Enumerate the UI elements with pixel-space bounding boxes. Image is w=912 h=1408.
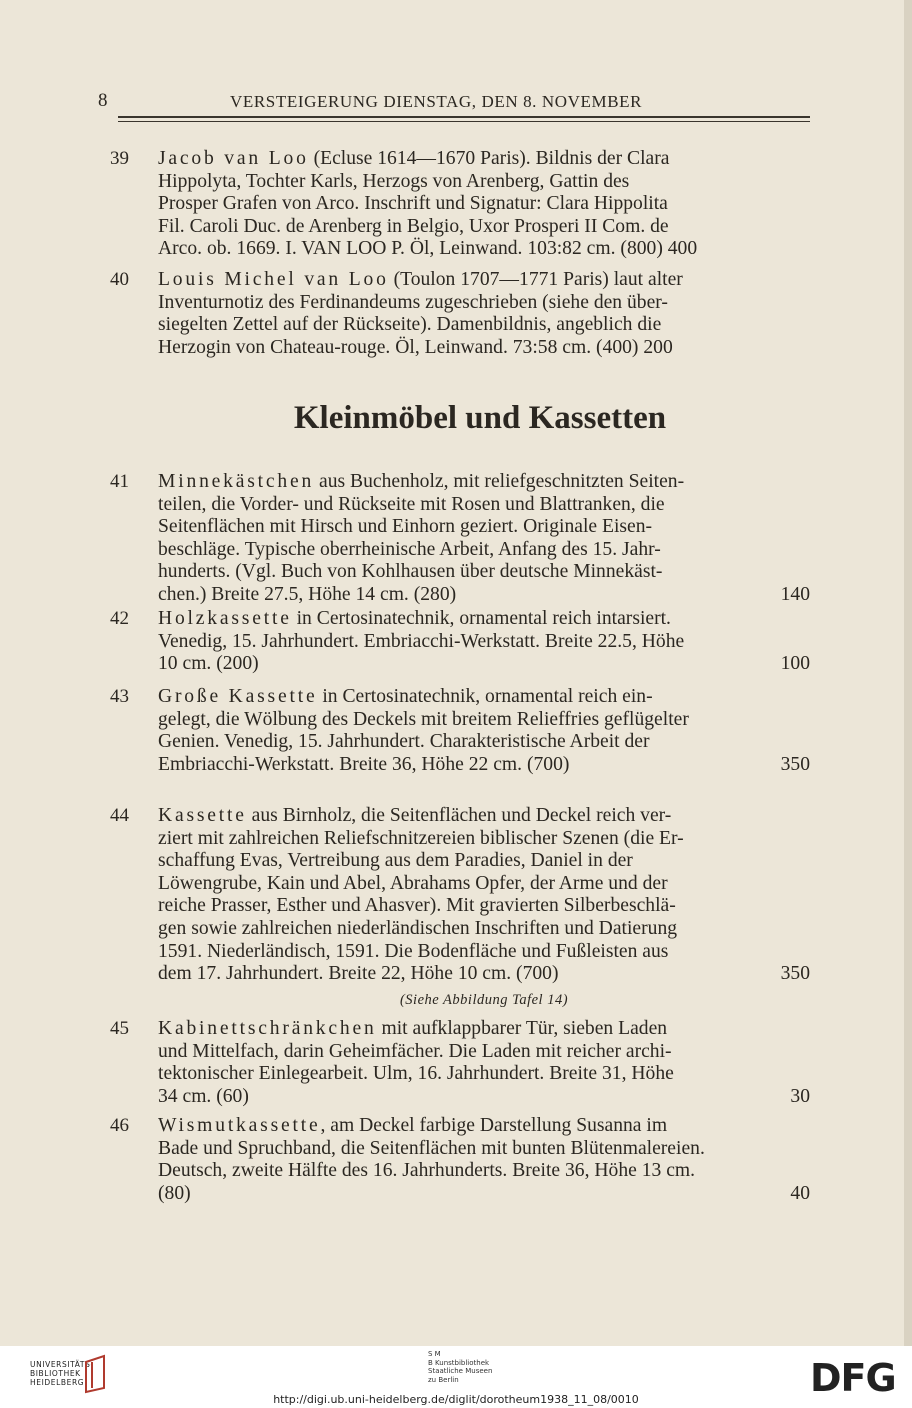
- lot-number: 43: [110, 686, 129, 707]
- entry-line-text: (Toulon 1707—1771 Paris) laut alter: [388, 269, 683, 290]
- entry-text: [158, 269, 810, 359]
- entry-text: [158, 805, 810, 986]
- lot-title: Kabinettschränkchen: [158, 1018, 377, 1039]
- viewer-footer: [0, 1346, 912, 1408]
- entry-line: [158, 269, 810, 292]
- entry-line: [158, 686, 810, 709]
- entry-line-text: in Certosinatechnik, ornamental reich intarsiert.: [291, 608, 671, 629]
- entry-line: Herzogin von Chateau-rouge. Öl, Leinwand. 73:58 cm. (400) 200: [158, 336, 673, 358]
- entry-text: [158, 1018, 810, 1108]
- entry-line: 10 cm. (200) 100: [158, 653, 810, 675]
- header-rule-bottom: [118, 121, 810, 122]
- lot-number: 41: [110, 471, 129, 492]
- lot-title: Holzkassette: [158, 608, 292, 629]
- entry-line: Bade und Spruchband, die Seitenflächen mit bunten Blütenmalereien.: [158, 1137, 705, 1159]
- estimate-price: 100: [780, 653, 810, 675]
- page-number: 8: [98, 90, 108, 111]
- entry-line-text: (Ecluse 1614—1670 Paris). Bildnis der Clara: [308, 148, 670, 169]
- entry-line: tektonischer Einlegearbeit. Ulm, 16. Jahrhundert. Breite 31, Höhe: [158, 1063, 674, 1085]
- lot-title: Louis Michel van Loo: [158, 269, 389, 290]
- entry-line: gen sowie zahlreichen niederländischen Inschriften und Datierung: [158, 917, 678, 939]
- university-logo-icon: [82, 1354, 112, 1394]
- entry-line: (80) 40: [158, 1182, 810, 1204]
- entry-line-text: , am Deckel farbige Darstellung Susanna im: [320, 1115, 668, 1136]
- entry-line-text: aus Buchenholz, mit reliefgeschnitzten Seiten-: [314, 471, 685, 492]
- entry-line: Hippolyta, Tochter Karls, Herzogs von Arenberg, Gattin des: [158, 170, 630, 192]
- lot-number: 46: [110, 1115, 129, 1136]
- entry-line-text: mit aufklappbarer Tür, sieben Laden: [376, 1018, 668, 1039]
- lot-title: Wismutkassette: [158, 1115, 321, 1136]
- lot-title: Große Kassette: [158, 686, 318, 707]
- lot-number: 45: [110, 1018, 129, 1039]
- section-title: Kleinmöbel und Kassetten: [293, 400, 667, 436]
- entry-line: siegelten Zettel auf der Rückseite). Damenbildnis, angeblich die: [158, 314, 662, 336]
- estimate-price: 350: [780, 963, 810, 985]
- entry-line: Inventurnotiz des Ferdinandeums zugeschrieben (siehe den über-: [158, 291, 668, 313]
- lot-number: 42: [110, 608, 129, 629]
- lot-number: 40: [110, 269, 129, 290]
- entry-line: [158, 148, 810, 171]
- smb-library-mark: [428, 1350, 492, 1384]
- smb-line: zu Berlin: [428, 1375, 459, 1384]
- entry-line: [158, 471, 810, 494]
- entry-line: Genien. Venedig, 15. Jahrhundert. Charakteristische Arbeit der: [158, 731, 650, 753]
- entry-line: Prosper Grafen von Arco. Inschrift und Signatur: Clara Hippolita: [158, 193, 668, 215]
- entry-text: [158, 471, 810, 607]
- lot-number: 44: [110, 805, 129, 826]
- entry-line: gelegt, die Wölbung des Deckels mit breitem Relieffries geflügelter: [158, 708, 689, 730]
- entry-line-text: in Certosinatechnik, ornamental reich ein-: [317, 686, 653, 707]
- dfg-logo: DFG: [810, 1356, 896, 1400]
- entry-line: [158, 1115, 810, 1138]
- entry-text: [158, 148, 810, 261]
- entry-line: Fil. Caroli Duc. de Arenberg in Belgio, Uxor Prosperi II Com. de: [158, 215, 669, 237]
- entry-line: teilen, die Vorder- und Rückseite mit Rosen und Blattranken, die: [158, 493, 665, 515]
- entry-line: Arco. ob. 1669. I. VAN LOO P. Öl, Leinwand. 103:82 cm. (800) 400: [158, 238, 698, 260]
- entry-line: [158, 1018, 810, 1041]
- university-line: HEIDELBERG: [30, 1378, 85, 1387]
- entry-line: Deutsch, zweite Hälfte des 16. Jahrhunderts. Breite 36, Höhe 13 cm.: [158, 1160, 696, 1182]
- lot-number: 39: [110, 148, 129, 169]
- lot-title: Kassette: [158, 805, 247, 826]
- page-edge: [904, 0, 912, 1346]
- header-rule-top: [118, 116, 810, 118]
- university-line: UNIVERSITÄTS-: [30, 1360, 94, 1369]
- lot-title: Jacob van Loo: [158, 148, 309, 169]
- smb-line: S M: [428, 1350, 441, 1358]
- smb-line: Staatliche Museen: [428, 1367, 493, 1376]
- entry-line: Löwengrube, Kain und Abel, Abrahams Opfer, der Arme und der: [158, 872, 668, 894]
- estimate-price: 40: [790, 1182, 810, 1204]
- entry-line: ziert mit zahlreichen Reliefschnitzereien biblischer Szenen (die Er-: [158, 827, 684, 849]
- entry-line: Embriacchi-Werkstatt. Breite 36, Höhe 22 cm. (700) 350: [158, 753, 810, 775]
- plate-reference: (Siehe Abbildung Tafel 14): [399, 992, 569, 1008]
- estimate-price: 140: [780, 583, 810, 605]
- estimate-price: 350: [780, 753, 810, 775]
- running-head: VERSTEIGERUNG DIENSTAG, DEN 8. NOVEMBER: [230, 92, 643, 111]
- entry-line: dem 17. Jahrhundert. Breite 22, Höhe 10 cm. (700) 350: [158, 963, 810, 985]
- entry-line: Seitenflächen mit Hirsch und Einhorn geziert. Originale Eisen-: [158, 516, 653, 538]
- lot-title: Minnekästchen: [158, 471, 315, 492]
- entry-text: [158, 608, 810, 676]
- entry-line: Venedig, 15. Jahrhundert. Embriacchi-Werkstatt. Breite 22.5, Höhe: [158, 630, 685, 652]
- source-url-link[interactable]: http://digi.ub.uni-heidelberg.de/diglit/dorotheum1938_11_08/0010: [273, 1393, 639, 1406]
- university-line: BIBLIOTHEK: [30, 1369, 81, 1378]
- entry-line: schaffung Evas, Vertreibung aus dem Paradies, Daniel in der: [158, 850, 633, 872]
- entry-line: [158, 608, 810, 631]
- entry-text: [158, 686, 810, 776]
- entry-line: und Mittelfach, darin Geheimfächer. Die Laden mit reicher archi-: [158, 1040, 672, 1062]
- entry-line: hunderts. (Vgl. Buch von Kohlhausen über deutsche Minnekäst-: [158, 561, 663, 583]
- entry-line: 34 cm. (60) 30: [158, 1085, 810, 1107]
- entry-line: [158, 805, 810, 828]
- entry-line: chen.) Breite 27.5, Höhe 14 cm. (280) 140: [158, 583, 810, 605]
- estimate-price: 30: [790, 1085, 810, 1107]
- entry-line: 1591. Niederländisch, 1591. Die Bodenfläche und Fußleisten aus: [158, 940, 669, 962]
- entry-line: reiche Prasser, Esther und Ahasver). Mit gravierten Silberbeschlä-: [158, 895, 676, 917]
- entry-text: [158, 1115, 810, 1205]
- entry-line: beschläge. Typische oberrheinische Arbeit, Anfang des 15. Jahr-: [158, 538, 661, 560]
- smb-line: B Kunstbibliothek: [428, 1358, 490, 1367]
- entry-line-text: aus Birnholz, die Seitenflächen und Deckel reich ver-: [246, 805, 672, 826]
